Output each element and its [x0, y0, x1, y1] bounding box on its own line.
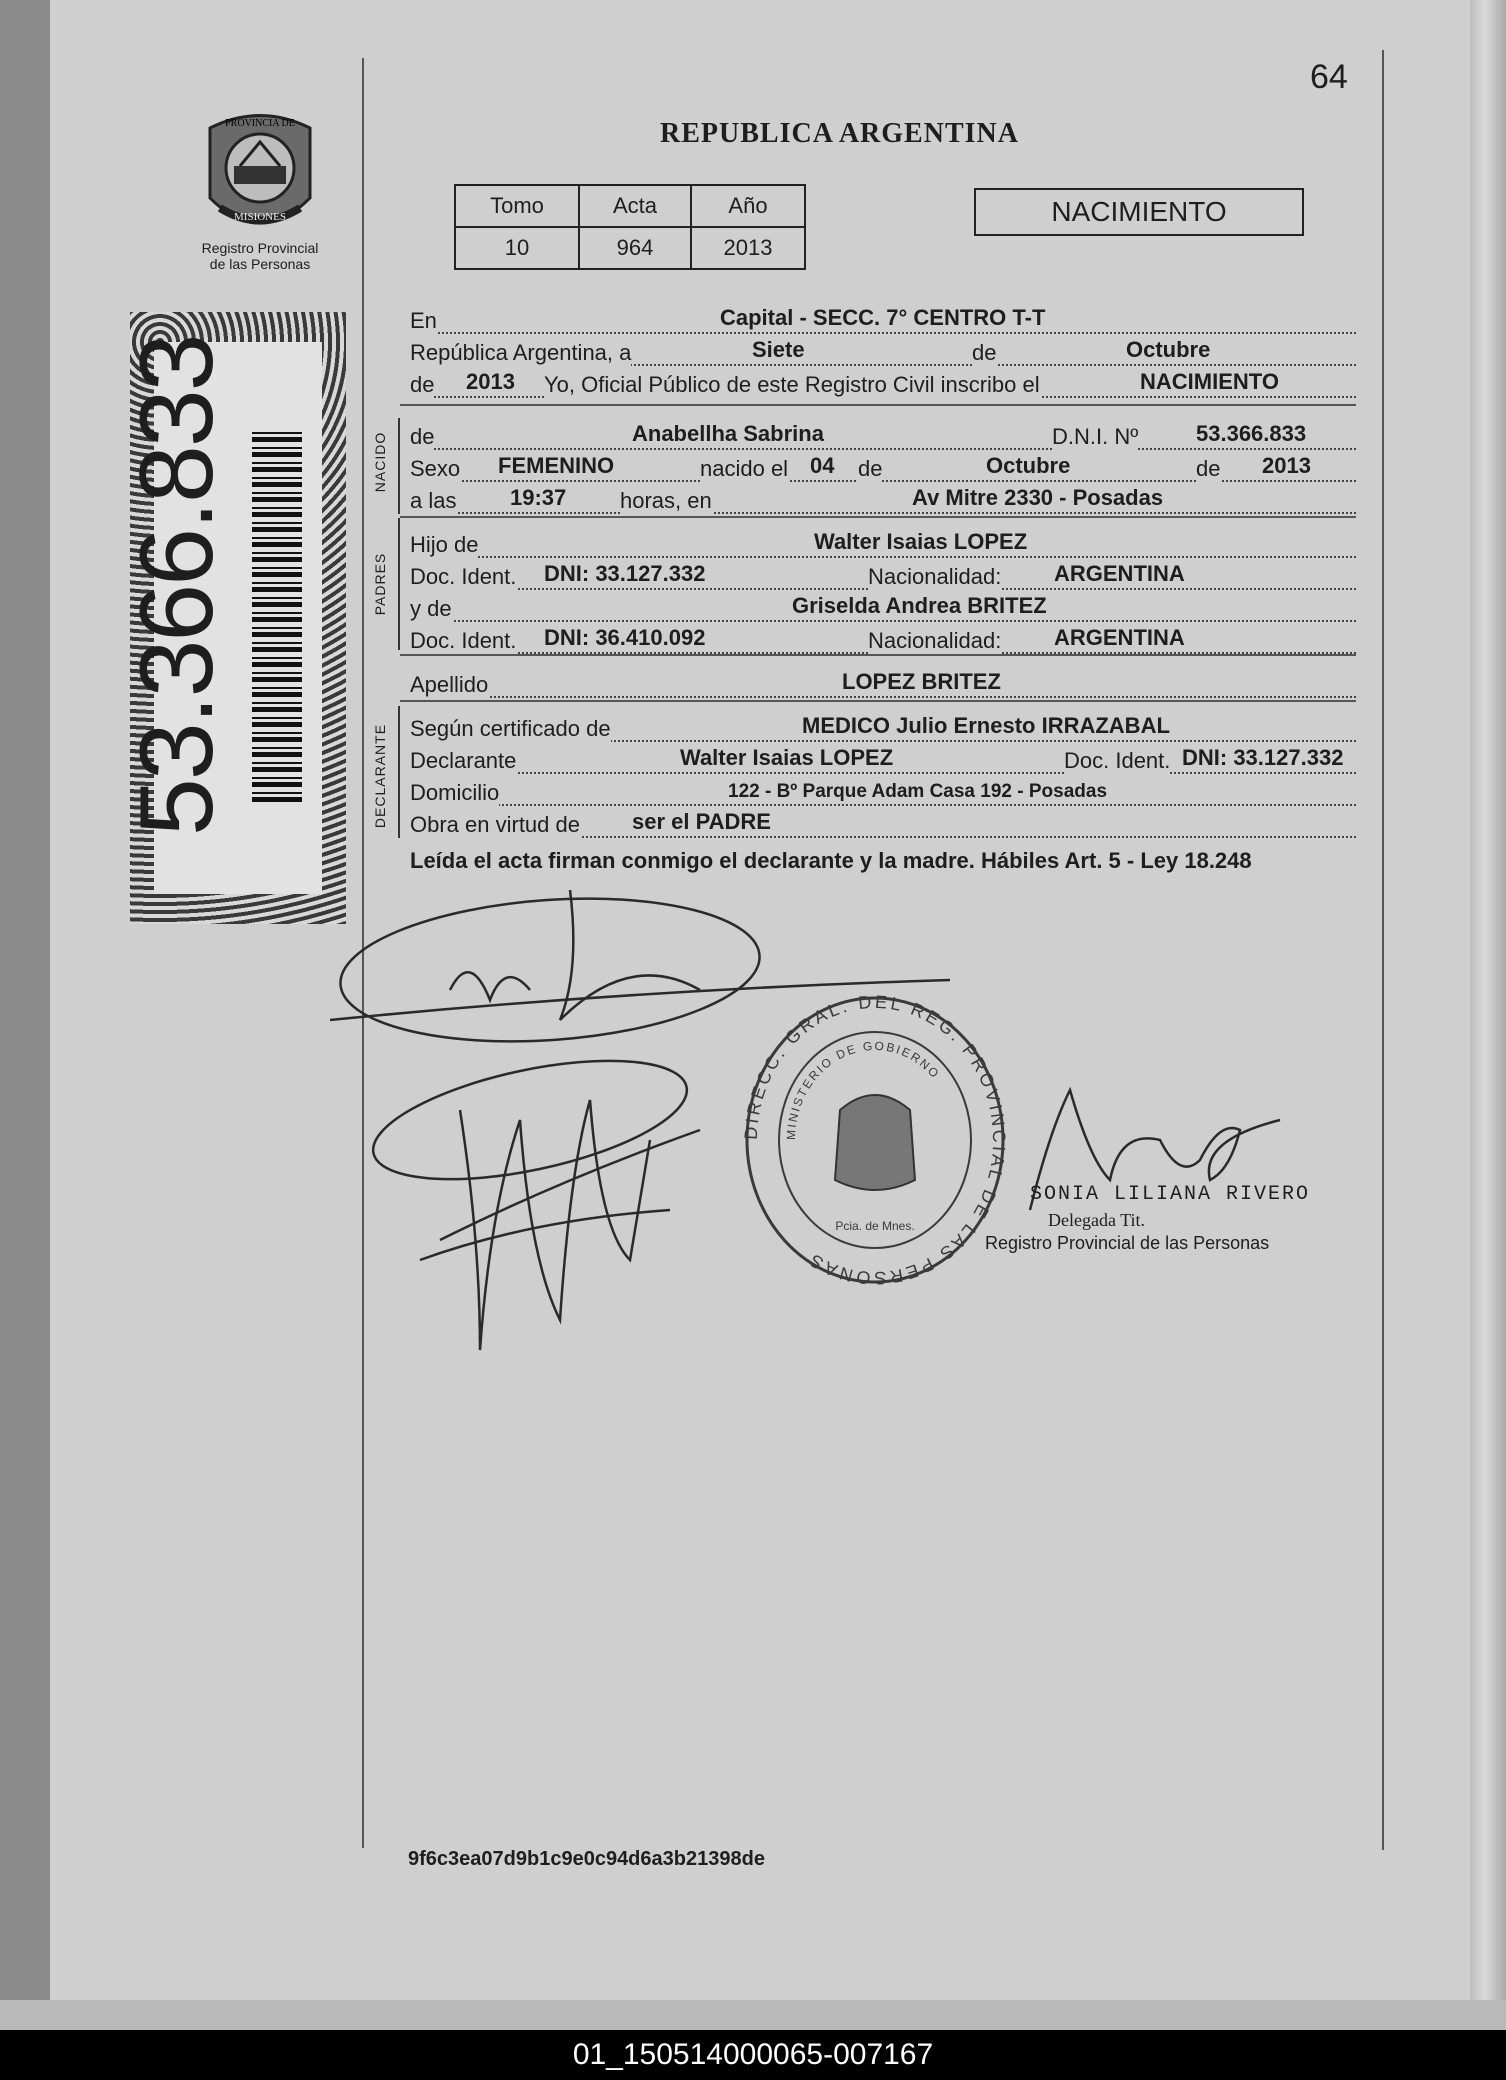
side-label-nacido: NACIDO — [372, 431, 388, 493]
mother-name: Griselda Andrea BRITEZ — [792, 593, 1047, 618]
acta-header: Acta — [579, 185, 691, 227]
provincia-misiones-seal-icon — [200, 108, 320, 248]
horas-label: horas, en — [620, 488, 712, 513]
mother-doc: DNI: 36.410.092 — [544, 625, 706, 650]
en-label: En — [410, 308, 437, 333]
birth-place: Av Mitre 2330 - Posadas — [912, 485, 1164, 510]
row-date — [410, 338, 1356, 372]
stamp-bottom-text: Pcia. de Mnes. — [835, 1219, 915, 1233]
act-value: NACIMIENTO — [1140, 369, 1279, 394]
birth-de-label-2: de — [1196, 456, 1221, 481]
table-row — [455, 227, 805, 269]
apellido-label: Apellido — [410, 672, 489, 697]
birth-time: 19:37 — [510, 485, 567, 510]
mother-nationality: ARGENTINA — [1054, 625, 1185, 650]
row-place — [410, 306, 1356, 340]
bracket-padres — [398, 518, 400, 650]
a-las-label: a las — [410, 488, 457, 513]
father-name: Walter Isaias LOPEZ — [814, 529, 1028, 554]
year-value: 2013 — [466, 369, 515, 394]
right-margin-rule — [1382, 50, 1384, 1850]
apellido-value: LOPEZ BRITEZ — [842, 669, 1001, 694]
nacido-name: Anabellha Sabrina — [632, 421, 824, 446]
barcode-icon — [252, 432, 302, 802]
paper-edge — [1470, 0, 1506, 2000]
declarante-label: Declarante — [410, 748, 517, 773]
registry-line-2: de las Personas — [209, 256, 311, 272]
sexo-value: FEMENINO — [498, 453, 615, 478]
father-doc: DNI: 33.127.332 — [544, 561, 706, 586]
dni-label: D.N.I. Nº — [1052, 424, 1139, 449]
anio-header: Año — [691, 185, 805, 227]
de-label-2: de — [410, 372, 435, 397]
anio-value: 2013 — [691, 227, 805, 269]
birth-de-label: de — [858, 456, 883, 481]
cert-value: MEDICO Julio Ernesto IRRAZABAL — [802, 713, 1170, 738]
emblem-text-top: PROVINCIA DE — [225, 118, 295, 129]
father-doc-label: Doc. Ident. — [410, 564, 517, 589]
nacido-de-label: de — [410, 424, 435, 449]
nacido-dni: 53.366.833 — [1196, 421, 1307, 446]
bracket-nacido — [398, 418, 400, 514]
registry-line-1: Registro Provincial — [201, 240, 319, 256]
row-apellido — [410, 670, 1356, 704]
day-value: Siete — [752, 337, 805, 362]
row-nacido-sexo — [410, 454, 1356, 488]
row-father — [410, 530, 1356, 564]
domicilio-value: 122 - Bº Parque Adam Casa 192 - Posadas — [728, 781, 1108, 802]
registry-label — [180, 240, 340, 272]
row-nacido-time — [410, 486, 1356, 520]
official-name: SONIA LILIANA RIVERO — [1030, 1183, 1311, 1206]
row-inscribe — [410, 370, 1356, 404]
birth-day: 04 — [810, 453, 835, 478]
page-number: 64 — [1310, 58, 1348, 96]
row-mother — [410, 594, 1356, 628]
mother-nat-label: Nacionalidad: — [868, 628, 1002, 653]
official-role: Delegada Tit. — [1048, 1210, 1145, 1230]
act-type-box: NACIMIENTO — [974, 188, 1304, 236]
domicilio-label: Domicilio — [410, 780, 500, 805]
side-label-padres: PADRES — [372, 552, 388, 616]
place-value: Capital - SECC. 7° CENTRO T-T — [720, 305, 1046, 330]
hijo-de-label: Hijo de — [410, 532, 479, 557]
volume-table — [454, 184, 806, 270]
official-office: Registro Provincial de las Personas — [985, 1233, 1270, 1253]
document-title: REPUBLICA ARGENTINA — [660, 118, 1019, 149]
side-label-declarante: DECLARANTE — [372, 723, 388, 829]
row-declarante — [410, 746, 1356, 780]
emblem-text-bottom: MISIONES — [234, 211, 286, 223]
official-seal-stamp — [740, 990, 1010, 1290]
scan-footer-label: 01_150514000065-007167 — [0, 2030, 1506, 2080]
de-label: de — [972, 340, 997, 365]
obra-label: Obra en virtud de — [410, 812, 580, 837]
stamp-outer-text: DIRECC. GRAL. DEL REG. PROVINCIAL DE LAS PERSONAS — [740, 991, 1010, 1289]
row-father-doc — [410, 562, 1356, 596]
stamp-inner-text: MINISTERIO DE GOBIERNO — [783, 1038, 943, 1141]
father-nationality: ARGENTINA — [1054, 561, 1185, 586]
nacido-el-label: nacido el — [700, 456, 789, 481]
document-hash: 9f6c3ea07d9b1c9e0c94d6a3b21398de — [408, 1848, 765, 1870]
acta-value: 964 — [579, 227, 691, 269]
month-value: Octubre — [1126, 337, 1211, 362]
republica-label: República Argentina, a — [410, 340, 632, 365]
sexo-label: Sexo — [410, 456, 461, 481]
birth-month: Octubre — [986, 453, 1071, 478]
row-domicilio — [410, 778, 1356, 812]
bracket-declarante — [398, 706, 400, 838]
row-obra — [410, 810, 1356, 844]
birth-year: 2013 — [1262, 453, 1311, 478]
closing-statement: Leída el acta firman conmigo el declarante y la madre. Hábiles Art. 5 - Ley 18.248 — [410, 848, 1252, 873]
obra-value: ser el PADRE — [632, 809, 771, 834]
mother-doc-label: Doc. Ident. — [410, 628, 517, 653]
tomo-value: 10 — [455, 227, 579, 269]
table-row — [455, 185, 805, 227]
declarante-doc: DNI: 33.127.332 — [1182, 745, 1344, 770]
scan-margin — [0, 2000, 1506, 2030]
cert-label: Según certificado de — [410, 716, 611, 741]
tomo-header: Tomo — [455, 185, 579, 227]
declarante-value: Walter Isaias LOPEZ — [680, 745, 894, 770]
y-de-label: y de — [410, 596, 452, 621]
row-certificado — [410, 714, 1356, 748]
row-nacido-name — [410, 422, 1356, 456]
father-nat-label: Nacionalidad: — [868, 564, 1002, 589]
inscribe-text: Yo, Oficial Público de este Registro Civil inscribo el — [544, 372, 1040, 397]
barcode-number: 53.366.833 — [119, 335, 235, 836]
declarante-doc-label: Doc. Ident. — [1064, 748, 1171, 773]
